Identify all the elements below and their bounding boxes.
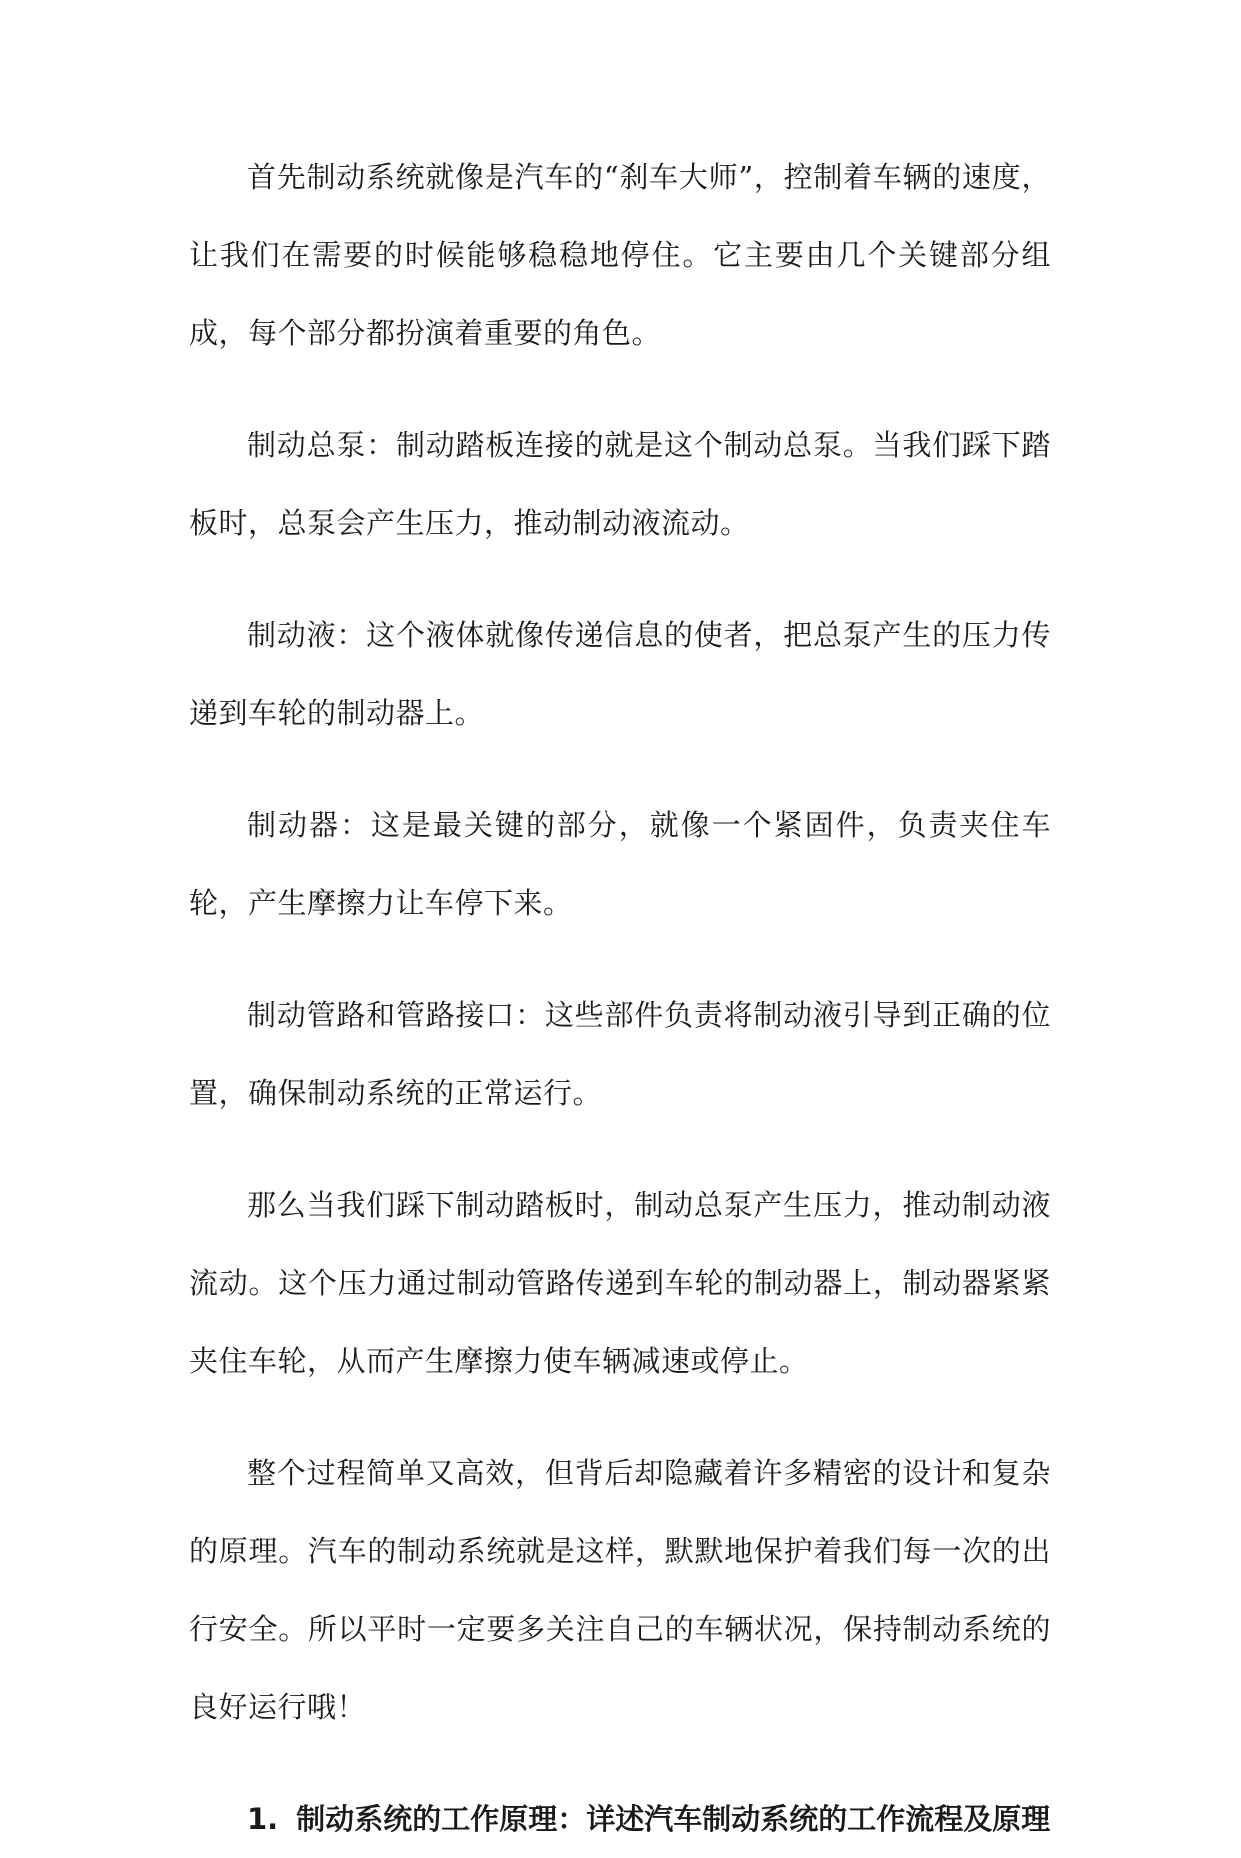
- paragraph-brake-lines: 制动管路和管路接口：这些部件负责将制动液引导到正确的位置，确保制动系统的正常运行。: [189, 998, 1051, 1110]
- paragraph-brake-fluid: 制动液：这个液体就像传递信息的使者，把总泵产生的压力传递到车轮的制动器上。: [189, 618, 1051, 730]
- paragraph-intro: 首先制动系统就像是汽车的“刹车大师”，控制着车辆的速度，让我们在需要的时候能够稳稳地停住。它主要由几个关键部分组成，每个部分都扮演着重要的角色。: [189, 160, 1051, 350]
- section-number: 1.: [247, 1802, 279, 1836]
- paragraph-process: 那么当我们踩下制动踏板时，制动总泵产生压力，推动制动液流动。这个压力通过制动管路传递到车轮的制动器上，制动器紧紧夹住车轮，从而产生摩擦力使车辆减速或停止。: [189, 1188, 1051, 1378]
- document-body: [189, 138, 1051, 1858]
- section-heading: [189, 1780, 1051, 1858]
- paragraph-master-cylinder: 制动总泵：制动踏板连接的就是这个制动总泵。当我们踩下踏板时，总泵会产生压力，推动制动液流动。: [189, 428, 1051, 540]
- paragraph-brake: 制动器：这是最关键的部分，就像一个紧固件，负责夹住车轮，产生摩擦力让车停下来。: [189, 808, 1051, 920]
- paragraph-summary: 整个过程简单又高效，但背后却隐藏着许多精密的设计和复杂的原理。汽车的制动系统就是这样，默默地保护着我们每一次的出行安全。所以平时一定要多关注自己的车辆状况，保持制动系统的良好运行哦！: [189, 1456, 1051, 1724]
- section-title: 制动系统的工作原理：详述汽车制动系统的工作流程及原理: [296, 1802, 1051, 1836]
